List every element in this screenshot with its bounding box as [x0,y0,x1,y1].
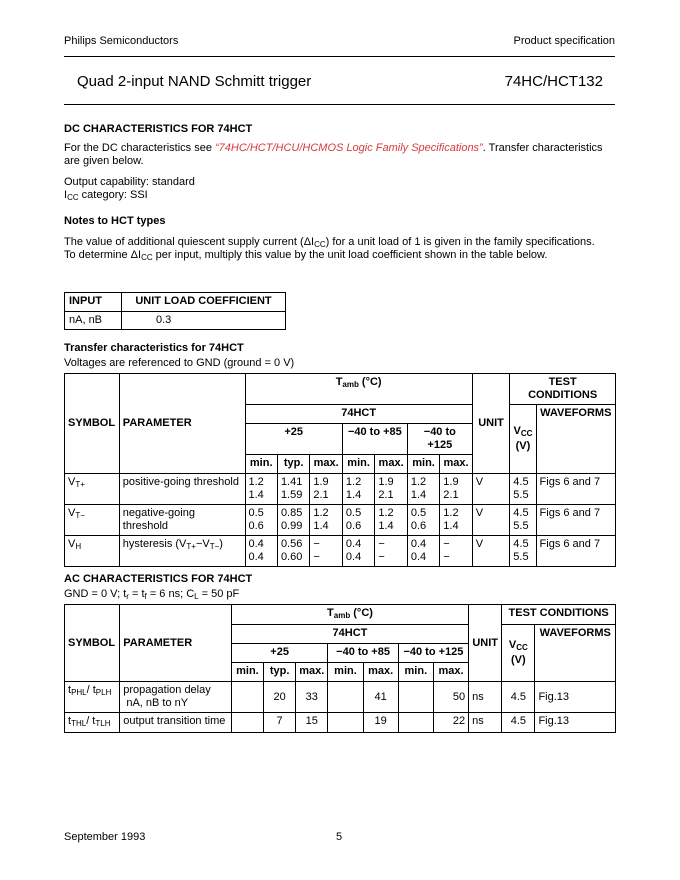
symbol-subscript: PLH [95,688,112,697]
table-row [65,474,616,505]
cond-sub: r [126,592,129,601]
value: 0.60 [280,551,303,563]
value-cell: 50 [433,682,468,713]
notes-line-2 [64,249,615,264]
value: 5.5 [513,489,529,501]
ac-header-parameter: PARAMETER [120,605,232,682]
value-cell: 7 [264,713,296,733]
vcc-subscript: CC [516,643,528,652]
header-rule [64,56,615,57]
value: 0.4 [410,551,427,563]
notes-line-1-sub: CC [314,240,326,249]
value: 1.59 [280,489,303,501]
symbol-text: / t [86,684,96,696]
ac-header-family: 74HCT [231,625,468,644]
ac-header-max: max. [296,663,328,682]
symbol-subscript: T+ [75,480,85,489]
value-cell [310,536,343,567]
symbol-text: V [68,476,76,488]
value: 0.5 [410,507,427,519]
icc-subscript: CC [67,193,79,202]
transfer-header-unit: UNIT [472,374,510,474]
ac-header-t25: +25 [231,644,328,663]
value: 5.5 [513,551,529,563]
transfer-header-t125: −40 to +125 [407,424,472,455]
notes-line-2-sub: CC [141,253,153,262]
value-cell [328,682,363,713]
value: 0.56 [280,538,303,550]
transfer-header-vcc [510,405,536,474]
value: − [313,538,320,550]
unit-load-coefficient: 0.3 [122,312,286,330]
waveforms-cell: Fig.13 [535,713,616,733]
parameter-cell [120,682,232,713]
unit-load-input: nA, nB [65,312,122,330]
value-cell: 15 [296,713,328,733]
tamb-subscript: amb [333,611,351,620]
value-cell [407,536,439,567]
value-cell [231,682,263,713]
transfer-header-symbol: SYMBOL [65,374,120,474]
dc-heading: DC CHARACTERISTICS FOR 74HCT [64,123,253,135]
symbol-text: t [68,684,72,696]
value-cell [310,505,343,536]
page-title: Quad 2-input NAND Schmitt trigger [77,73,312,90]
value: 1.2 [443,507,459,519]
vcc-cell [510,474,536,505]
value: 0.4 [248,551,264,563]
parameter-cell: positive-going threshold [119,474,245,505]
value-cell [342,536,374,567]
parameter-cell: output transition time [120,713,232,733]
value-cell [407,474,439,505]
symbol-subscript: TLH [95,719,111,728]
value-cell [277,505,309,536]
notes-heading: Notes to HCT types [64,215,166,227]
dc-intro [64,142,615,168]
value: 1.2 [313,507,329,519]
cond-sub: f [144,592,147,601]
vcc-cell [510,505,536,536]
symbol-subscript: PHL [71,688,87,697]
ac-header-test: TEST CONDITIONS [502,605,616,625]
value: 0.4 [248,538,264,550]
value: 1.4 [313,520,329,532]
notes-line-1-pre: The value of additional quiescent supply current (ΔI [64,236,315,248]
ac-header-max: max. [433,663,468,682]
value: 1.4 [345,489,362,501]
table-row [65,505,616,536]
value: − [378,538,385,550]
table-row [65,713,616,733]
ac-header-t85: −40 to +85 [328,644,398,663]
value: 0.85 [280,507,303,519]
transfer-header-min: min. [245,455,277,474]
transfer-header-min: min. [407,455,439,474]
table-row [65,682,616,713]
notes-line-1-post: ) for a unit load of 1 is given in the family specifications. [325,236,595,248]
unit-cell: ns [469,682,502,713]
cond-text: = 50 pF [198,588,240,600]
icc-category [64,189,615,204]
param-text: nA, nB to nY [126,697,189,709]
vcc-symbol: V [508,639,517,651]
header-company: Philips Semiconductors [64,35,179,47]
value: 1.2 [248,476,264,488]
value: 0.99 [280,520,303,532]
value: 1.4 [248,489,264,501]
param-text: ) [219,538,223,550]
transfer-header-family: 74HCT [245,405,472,424]
transfer-header-test: TEST CONDITIONS [510,374,616,405]
transfer-header-waveforms: WAVEFORMS [536,405,615,474]
tamb-symbol: T [327,607,334,619]
value-cell [407,505,439,536]
value: − [443,538,450,550]
ac-header-max: max. [363,663,398,682]
unit-load-table [64,292,286,330]
icc-symbol: I [64,189,68,201]
waveforms-cell: Figs 6 and 7 [536,505,615,536]
value-cell: 41 [363,682,398,713]
value-cell [342,474,374,505]
value: 0.6 [248,520,264,532]
value: 0.6 [345,520,362,532]
vcc-cell: 4.5 [502,682,535,713]
transfer-header-max: max. [310,455,343,474]
value: 1.4 [443,520,459,532]
waveforms-cell: Figs 6 and 7 [536,536,615,567]
value: 2.1 [313,489,329,501]
notes-line-2-post: per input, multiply this value by the unit load coefficient shown in the table below. [152,249,548,261]
vcc-cell [510,536,536,567]
cond-sub: L [194,592,199,601]
symbol-subscript: T− [75,511,85,520]
vcc-unit: (V) [511,654,526,666]
unit-load-header-coefficient: UNIT LOAD COEFFICIENT [122,293,286,312]
symbol-cell [65,682,120,713]
param-text: hysteresis (V [122,538,187,550]
param-sub: T− [209,542,220,551]
value: 0.4 [345,538,362,550]
cond-text: GND = 0 V; t [64,588,127,600]
value-cell [231,713,263,733]
value: 4.5 [513,538,529,550]
param-text: −V [195,538,210,550]
vcc-cell: 4.5 [502,713,535,733]
transfer-header-parameter: PARAMETER [119,374,245,474]
value: 2.1 [443,489,459,501]
value-cell [375,474,408,505]
ac-header-vcc [502,625,535,682]
unit-cell: V [472,505,510,536]
symbol-text: t [68,715,72,727]
value-cell [310,474,343,505]
value: 2.1 [378,489,394,501]
ac-header-symbol: SYMBOL [65,605,120,682]
value-cell [245,505,277,536]
ac-header-waveforms: WAVEFORMS [535,625,616,682]
header-doc-type: Product specification [513,35,615,47]
notes-line-2-pre: To determine ΔI [64,249,142,261]
value: 1.2 [345,476,362,488]
footer-page-number: 5 [336,831,343,843]
value: 1.4 [410,489,427,501]
transfer-table [64,373,616,567]
tamb-symbol: T [335,376,343,388]
value: 0.5 [345,507,362,519]
ac-header-min: min. [231,663,263,682]
value-cell [277,474,309,505]
ac-table [64,604,616,733]
unit-load-header-input: INPUT [65,293,122,312]
value: 0.5 [248,507,264,519]
param-sub: T+ [186,542,196,551]
value: 1.2 [378,507,394,519]
symbol-cell [65,713,120,733]
ac-conditions [64,588,615,603]
value: − [313,551,320,563]
icc-category-text: category: SSI [78,189,148,201]
value-cell [440,536,473,567]
value: 4.5 [513,507,529,519]
value: − [378,551,385,563]
value: 1.9 [313,476,329,488]
value-cell: 20 [264,682,296,713]
value-cell [245,536,277,567]
ac-header-t125: −40 to +125 [398,644,468,663]
symbol-cell [65,536,120,567]
ac-header-min: min. [328,663,363,682]
family-spec-link[interactable]: “74HC/HCT/HCU/HCMOS Logic Family Specifications” [215,142,483,154]
value-cell [375,536,408,567]
param-text: propagation delay [123,684,211,696]
tamb-subscript: amb [342,380,359,389]
dc-intro-text-post: . Transfer characteristics are given below. [64,142,603,167]
value-cell [342,505,374,536]
unit-cell: ns [469,713,502,733]
value-cell [245,474,277,505]
value: 0.6 [410,520,427,532]
unit-cell: V [472,536,510,567]
value: 0.4 [345,551,362,563]
tamb-unit: (°C) [358,376,382,388]
symbol-text: V [68,507,76,519]
transfer-header-t25: +25 [245,424,342,455]
value-cell: 33 [296,682,328,713]
symbol-text: V [68,538,76,550]
value-cell: 19 [363,713,398,733]
value-cell [328,713,363,733]
value: − [443,551,450,563]
value: 1.9 [378,476,394,488]
value-cell [375,505,408,536]
transfer-header-max: max. [440,455,473,474]
transfer-header-typ: typ. [277,455,309,474]
symbol-subscript: H [75,542,82,551]
vcc-symbol: V [513,425,521,437]
transfer-header-t85: −40 to +85 [342,424,407,455]
value-cell: 22 [433,713,468,733]
waveforms-cell: Fig.13 [535,682,616,713]
value: 1.4 [378,520,394,532]
transfer-header-max: max. [375,455,408,474]
symbol-subscript: THL [71,719,87,728]
value: 1.2 [410,476,427,488]
value: 5.5 [513,520,529,532]
ac-header-unit: UNIT [469,605,502,682]
title-rule [64,104,615,105]
ac-header-tamb [231,605,468,625]
value-cell [440,505,473,536]
cond-text: = 6 ns; C [146,588,195,600]
ac-heading: AC CHARACTERISTICS FOR 74HCT [64,573,253,585]
transfer-heading: Transfer characteristics for 74HCT [64,342,244,354]
parameter-cell: negative-going threshold [119,505,245,536]
ac-header-min: min. [398,663,433,682]
symbol-text: / t [86,715,96,727]
transfer-header-tamb [245,374,472,405]
value: 0.4 [410,538,427,550]
symbol-cell [65,505,120,536]
parameter-cell [119,536,245,567]
value-cell [440,474,473,505]
value: 1.41 [280,476,303,488]
value-cell [398,682,433,713]
ac-header-typ: typ. [264,663,296,682]
transfer-subheading: Voltages are referenced to GND (ground = 0 V) [64,357,295,369]
value: 1.9 [443,476,459,488]
symbol-cell [65,474,120,505]
value-cell [277,536,309,567]
value: 4.5 [513,476,529,488]
table-row [65,536,616,567]
value-cell [398,713,433,733]
footer-date: September 1993 [64,831,146,843]
vcc-subscript: CC [520,429,533,438]
unit-cell: V [472,474,510,505]
output-capability: Output capability: standard [64,176,195,188]
cond-text: = t [128,588,145,600]
waveforms-cell: Figs 6 and 7 [536,474,615,505]
vcc-unit: (V) [515,440,531,452]
dc-intro-text: For the DC characteristics see [64,142,215,154]
transfer-header-min: min. [342,455,374,474]
tamb-unit: (°C) [350,607,373,619]
part-number: 74HC/HCT132 [504,73,603,90]
